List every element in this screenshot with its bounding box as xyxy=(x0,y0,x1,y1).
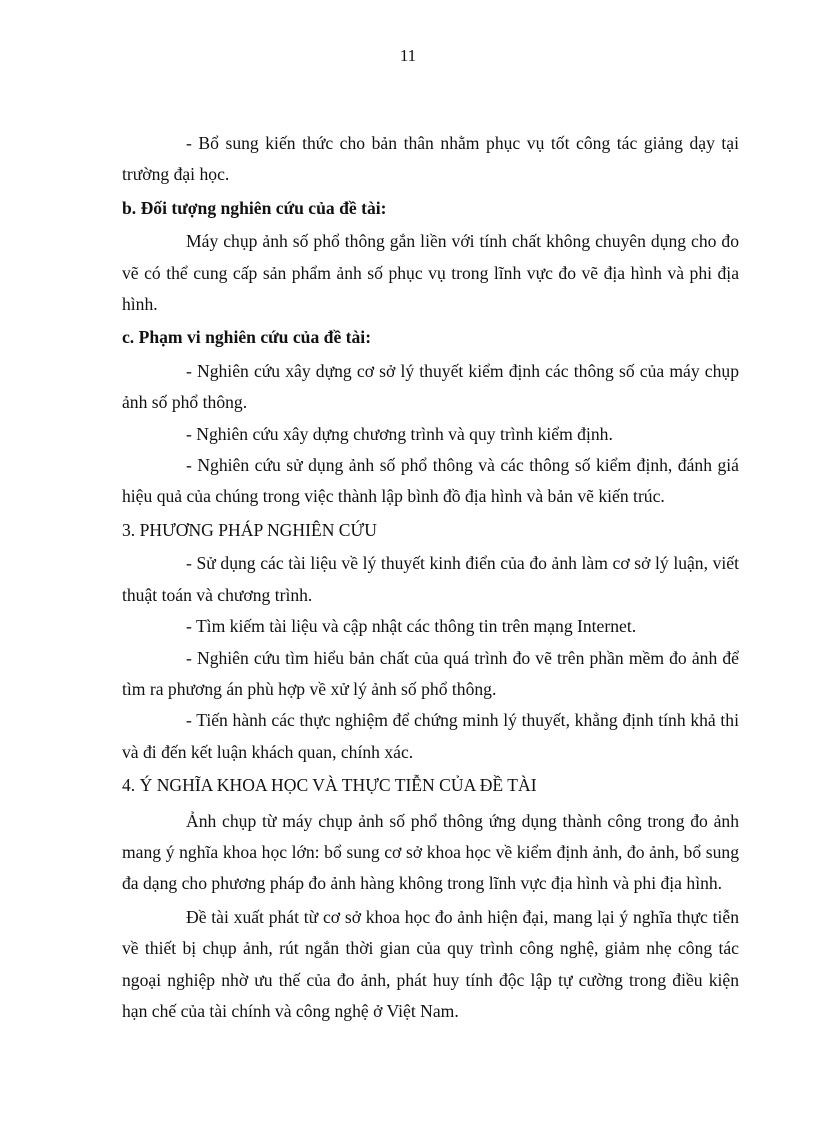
paragraph-scope-program: - Nghiên cứu xây dựng chương trình và quy trình kiểm định. xyxy=(186,423,613,444)
page-number: 11 xyxy=(399,46,417,65)
paragraph-research-object: Máy chụp ảnh số phổ thông gắn liền với tính chất không chuyên dụng cho đo vẽ có thể cung cấp sản phẩm ảnh số phục vụ trong lĩnh vực đo vẽ địa hình và phi địa hình. xyxy=(122,231,739,315)
paragraph-methods-internet: - Tìm kiếm tài liệu và cập nhật các thông tin trên mạng Internet. xyxy=(186,616,637,637)
paragraph-scope-theory: - Nghiên cứu xây dựng cơ sở lý thuyết kiểm định các thông số của máy chụp ảnh số phổ thông. xyxy=(122,360,739,413)
heading-significance: 4. Ý NGHĨA KHOA HỌC VÀ THỰC TIỄN CỦA ĐỀ TÀI xyxy=(122,775,537,796)
paragraph-scientific-significance: Ảnh chụp từ máy chụp ảnh số phổ thông ứng dụng thành công trong đo ảnh mang ý nghĩa khoa học lớn: bổ sung cơ sở khoa học về kiểm định ảnh, đo ảnh, bổ sung đa dạng cho phương pháp đo ảnh hàng không trong lĩnh vực địa hình và phi địa hình. xyxy=(122,810,739,894)
paragraph-methods-software: - Nghiên cứu tìm hiểu bản chất của quá trình đo vẽ trên phần mềm đo ảnh để tìm ra phương án phù hợp về xử lý ảnh số phổ thông. xyxy=(122,647,739,699)
document-body xyxy=(122,128,739,1027)
paragraph-practical-significance: Đề tài xuất phát từ cơ sở khoa học đo ảnh hiện đại, mang lại ý nghĩa thực tiễn về thiết bị chụp ảnh, rút ngắn thời gian của quy trình công nghệ, giảm nhẹ công tác ngoại nghiệp nhờ ưu thế của đo ảnh, phát huy tính độc lập tự cường trong điều kiện hạn chế của tài chính và công nghệ ở Việt Nam. xyxy=(122,906,739,1021)
subheading-research-object: b. Đối tượng nghiên cứu của đề tài: xyxy=(122,197,387,218)
paragraph-self-improvement: - Bổ sung kiến thức cho bản thân nhằm phục vụ tốt công tác giảng dạy tại trường đại học. xyxy=(122,133,739,185)
heading-research-methods: 3. PHƯƠNG PHÁP NGHIÊN CỨU xyxy=(122,519,377,540)
paragraph-methods-experiments: - Tiến hành các thực nghiệm để chứng minh lý thuyết, khẳng định tính khả thi và đi đến kết luận khách quan, chính xác. xyxy=(122,710,739,762)
paragraph-scope-evaluation: - Nghiên cứu sử dụng ảnh số phổ thông và các thông số kiểm định, đánh giá hiệu quả của chúng trong việc thành lập bình đồ địa hình và bản vẽ kiến trúc. xyxy=(122,455,739,507)
subheading-research-scope: c. Phạm vi nghiên cứu của đề tài: xyxy=(122,327,372,348)
paragraph-methods-literature: - Sử dụng các tài liệu về lý thuyết kinh điển của đo ảnh làm cơ sở lý luận, viết thuật toán và chương trình. xyxy=(122,553,739,605)
